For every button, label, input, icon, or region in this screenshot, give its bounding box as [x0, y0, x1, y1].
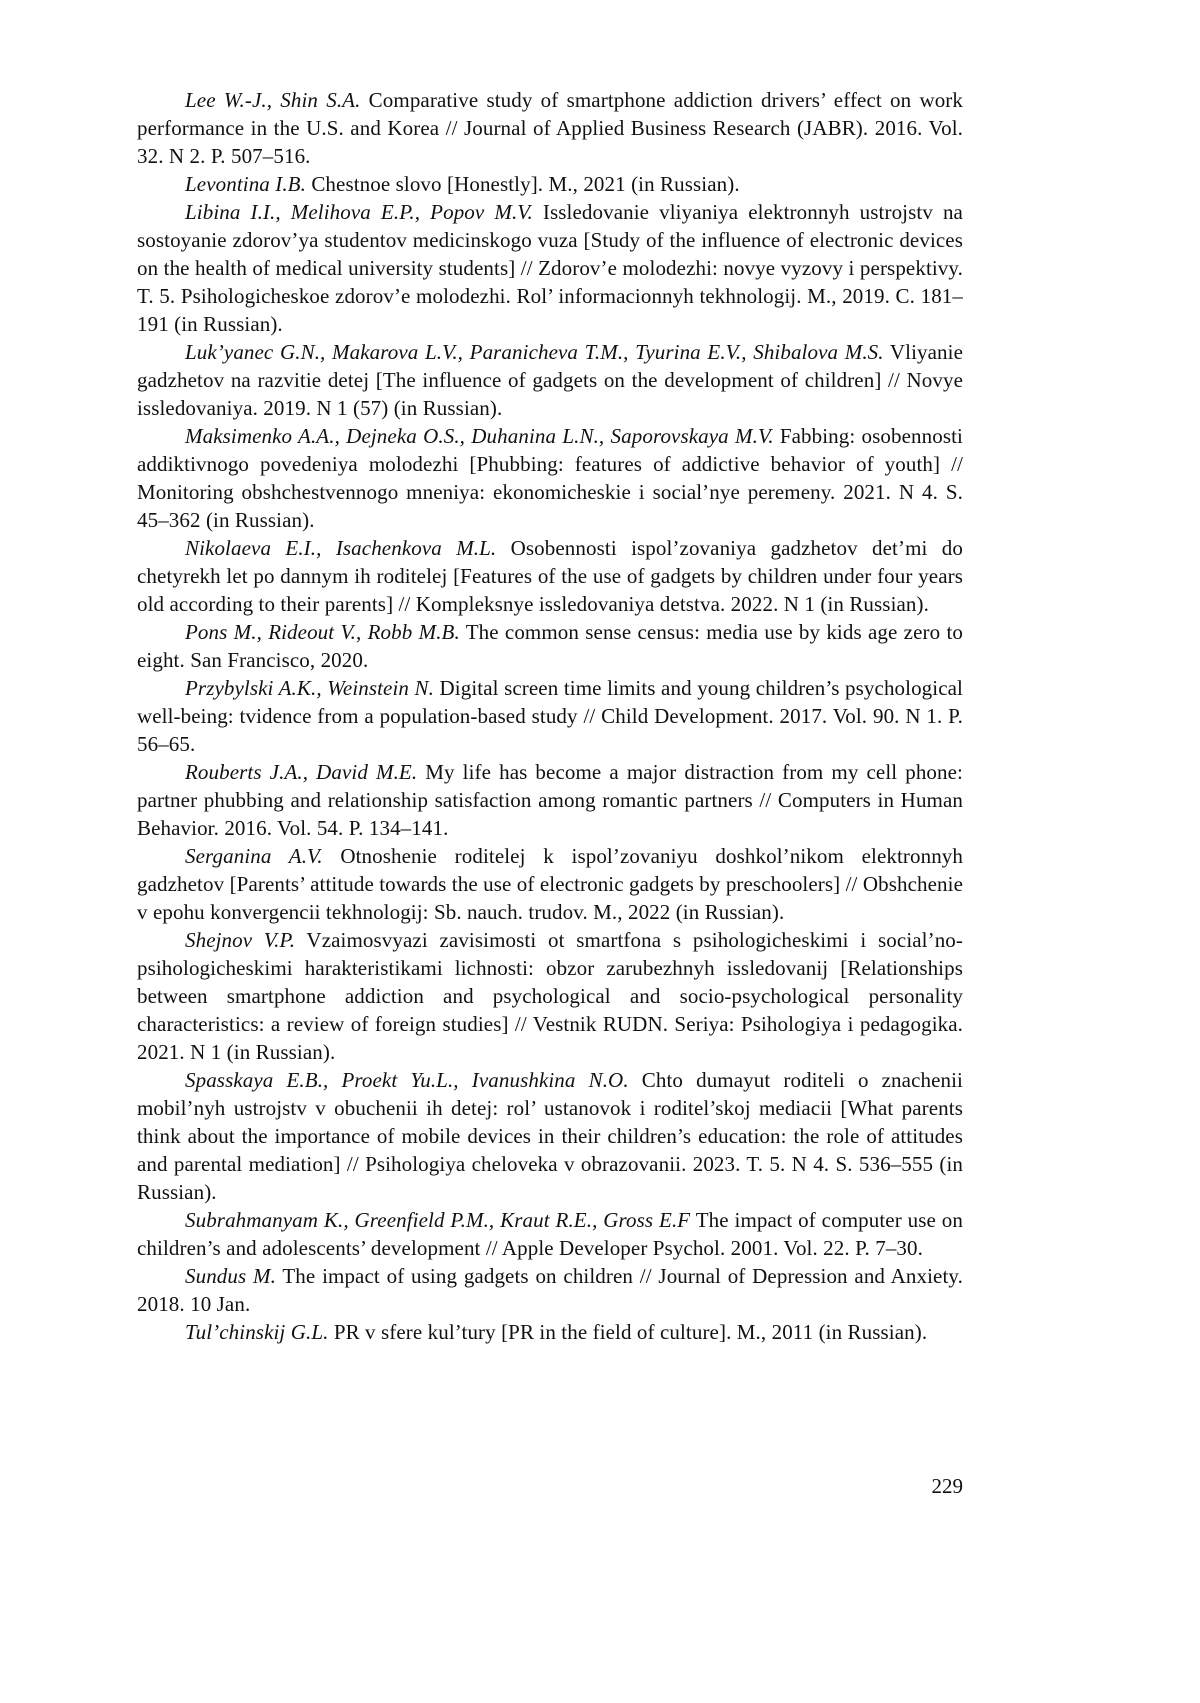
reference-text: Fabbing: osobennosti addiktivnogo povedeniya molodezhi [Phubbing: features of addictive behavior of youth] // Monitoring obshchestvennogo mneniya: ekonomicheskie i social’nye peremeny. 2021. N 4. S. 45–362 (in Russian).	[137, 424, 963, 532]
reference-entry	[137, 86, 963, 170]
reference-text: The impact of using gadgets on children // Journal of Depression and Anxiety. 2018. 10 Jan.	[137, 1264, 963, 1316]
reference-text: Comparative study of smartphone addiction drivers’ effect on work performance in the U.S. and Korea // Journal of Applied Business Research (JABR). 2016. Vol. 32. N 2. P. 507–516.	[137, 88, 963, 168]
reference-authors: Serganina A.V.	[185, 844, 323, 868]
reference-entry	[137, 338, 963, 422]
reference-authors: Libina I.I., Melihova E.P., Popov M.V.	[185, 200, 533, 224]
reference-entry	[137, 674, 963, 758]
reference-authors: Subrahmanyam K., Greenfield P.M., Kraut R.E., Gross E.F	[185, 1208, 691, 1232]
reference-entry	[137, 198, 963, 338]
references-list	[137, 86, 963, 1346]
reference-entry	[137, 842, 963, 926]
page-number: 229	[931, 1474, 963, 1498]
reference-entry	[137, 1262, 963, 1318]
reference-entry	[137, 170, 963, 198]
reference-entry	[137, 1206, 963, 1262]
reference-text: Chestnoe slovo [Honestly]. M., 2021 (in Russian).	[305, 172, 740, 196]
reference-text: My life has become a major distraction from my cell phone: partner phubbing and relationship satisfaction among romantic partners // Computers in Human Behavior. 2016. Vol. 54. P. 134–141.	[137, 760, 963, 840]
reference-text: Chto dumayut roditeli o znachenii mobil’nyh ustrojstv v obuchenii ih detej: rol’ ustanovok i roditel’skoj mediacii [What parents think about the importance of mobile devices in their children’s education: the role of attitudes and parental mediation] // Psihologiya cheloveka v obrazovanii. 2023. T. 5. N 4. S. 536–555 (in Russian).	[137, 1068, 963, 1204]
reference-authors: Rouberts J.A., David M.E.	[185, 760, 418, 784]
reference-text: The common sense census: media use by kids age zero to eight. San Francisco, 2020.	[137, 620, 963, 672]
reference-authors: Nikolaeva E.I., Isachenkova M.L.	[185, 536, 497, 560]
reference-entry	[137, 1318, 963, 1346]
reference-authors: Maksimenko A.A., Dejneka O.S., Duhanina L.N., Saporovskaya M.V.	[185, 424, 774, 448]
reference-authors: Przybylski A.K., Weinstein N.	[185, 676, 434, 700]
reference-authors: Sundus M.	[185, 1264, 276, 1288]
reference-text: Vliyanie gadzhetov na razvitie detej [The influence of gadgets on the development of children] // Novye issledovaniya. 2019. N 1 (57) (in Russian).	[137, 340, 963, 420]
reference-authors: Luk’yanec G.N., Makarova L.V., Paranicheva T.M., Tyurina E.V., Shibalova M.S.	[185, 340, 884, 364]
reference-text: PR v sfere kul’tury [PR in the field of culture]. M., 2011 (in Russian).	[328, 1320, 928, 1344]
reference-authors: Pons M., Rideout V., Robb M.B.	[185, 620, 460, 644]
reference-text: Digital screen time limits and young children’s psychological well-being: tvidence from a population-based study // Child Development. 2017. Vol. 90. N 1. P. 56–65.	[137, 676, 963, 756]
reference-authors: Tul’chinskij G.L.	[185, 1320, 329, 1344]
reference-entry	[137, 534, 963, 618]
reference-entry	[137, 618, 963, 674]
reference-authors: Lee W.-J., Shin S.A.	[185, 88, 361, 112]
reference-authors: Shejnov V.P.	[185, 928, 296, 952]
reference-text: Vzaimosvyazi zavisimosti ot smartfona s psihologicheskimi i social’no-psihologicheskimi harakteristikami lichnosti: obzor zarubezhnyh issledovanij [Relationships between smartphone addiction and psychological and socio-psychological personality characteristics: a review of foreign studies] // Vestnik RUDN. Seriya: Psihologiya i pedagogika. 2021. N 1 (in Russian).	[137, 928, 963, 1064]
reference-entry	[137, 1066, 963, 1206]
reference-entry	[137, 926, 963, 1066]
reference-text: Osobennosti ispol’zovaniya gadzhetov det’mi do chetyrekh let po dannym ih roditelej [Features of the use of gadgets by children under four years old according to their parents] // Kompleksnye issledovaniya detstva. 2022. N 1 (in Russian).	[137, 536, 964, 616]
reference-text: Otnoshenie roditelej k ispol’zovaniyu doshkol’nikom elektronnyh gadzhetov [Parents’ attitude towards the use of electronic gadgets by preschoolers] // Obshchenie v epohu konvergencii tekhnologij: Sb. nauch. trudov. M., 2022 (in Russian).	[137, 844, 963, 924]
reference-authors: Spasskaya E.B., Proekt Yu.L., Ivanushkina N.O.	[185, 1068, 629, 1092]
reference-text: Issledovanie vliyaniya elektronnyh ustrojstv na sostoyanie zdorov’ya studentov medicinskogo vuza [Study of the influence of electronic devices on the health of medical university students] // Zdorov’e molodezhi: novye vyzovy i perspektivy. T. 5. Psihologicheskoe zdorov’e molodezhi. Rol’ informacionnyh tekhnologij. M., 2019. C. 181–191 (in Russian).	[137, 200, 963, 336]
reference-authors: Levontina I.B.	[185, 172, 306, 196]
reference-entry	[137, 758, 963, 842]
reference-text: The impact of computer use on children’s and adolescents’ development // Apple Developer Psychol. 2001. Vol. 22. P. 7–30.	[137, 1208, 963, 1260]
reference-entry	[137, 422, 963, 534]
